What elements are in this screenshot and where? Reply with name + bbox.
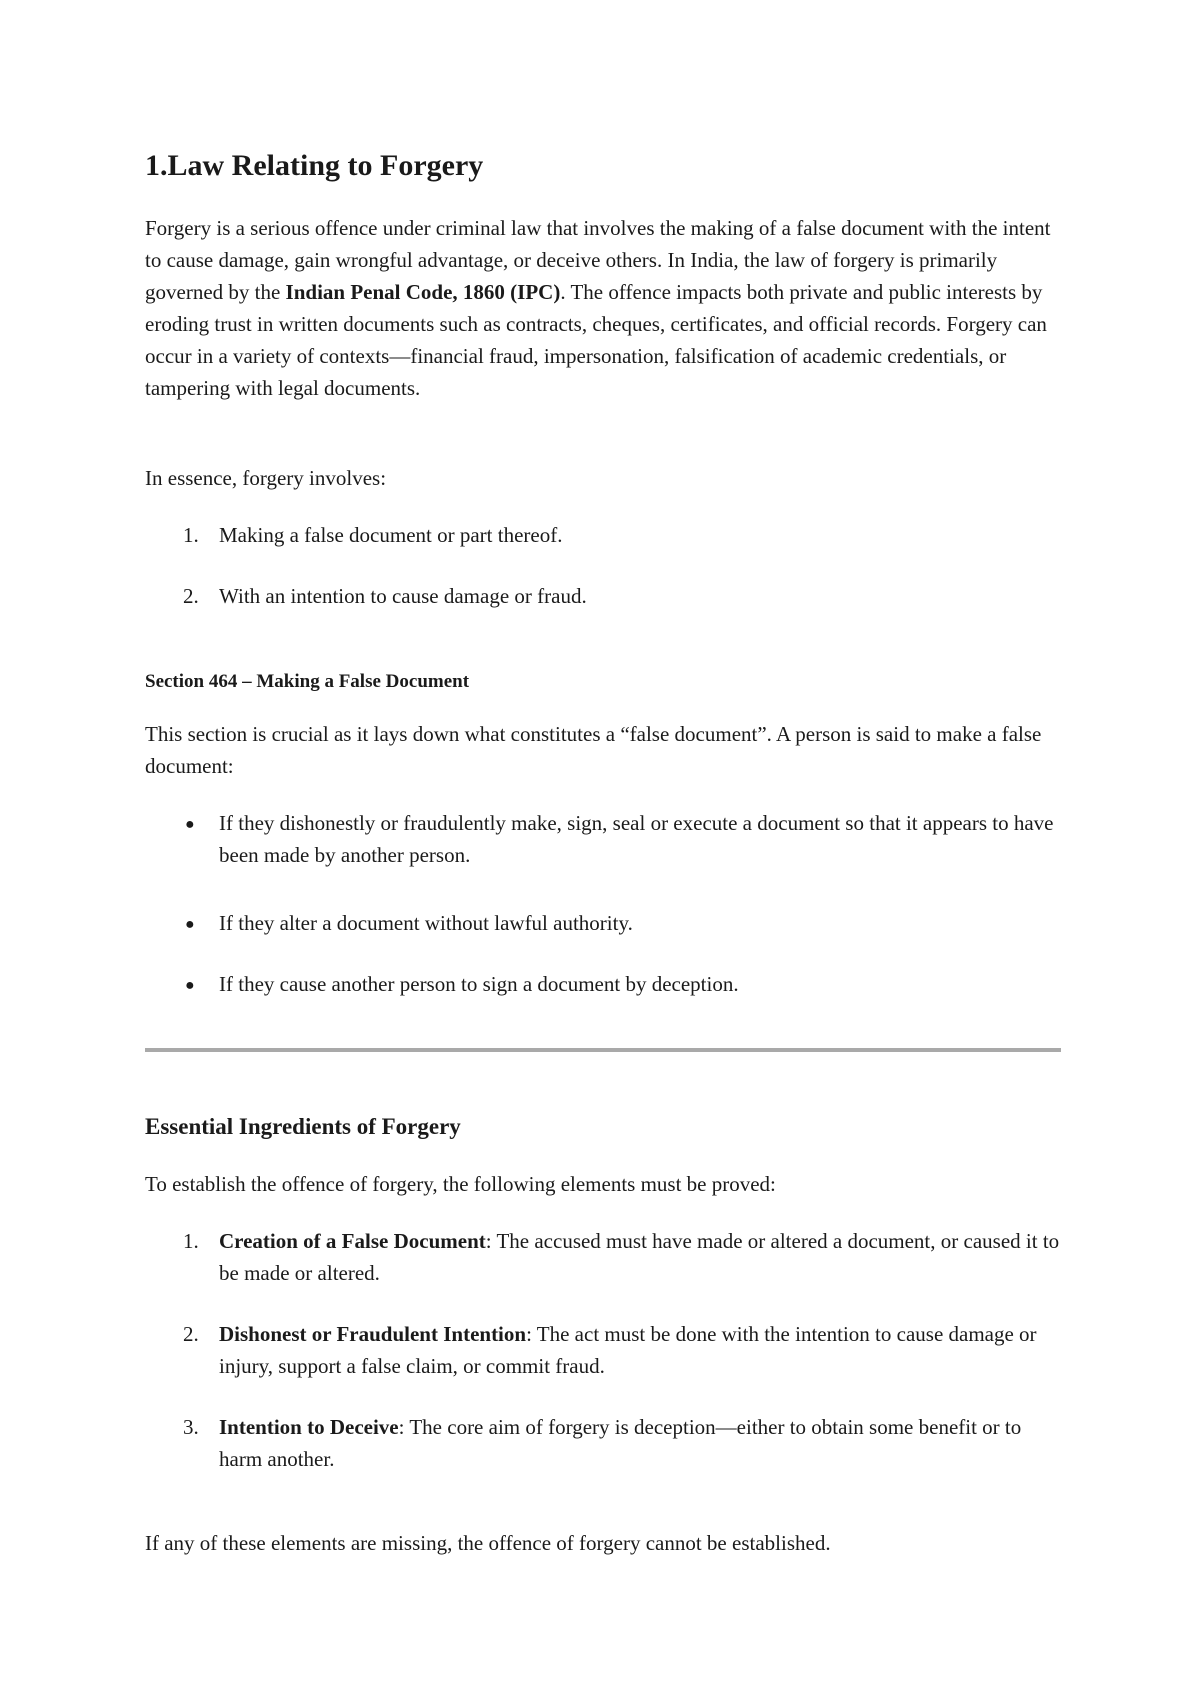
essence-item-1-number: 1. xyxy=(183,523,199,547)
ingredient-2-term: Dishonest or Fraudulent Intention xyxy=(219,1322,527,1346)
ingredients-intro: To establish the offence of forgery, the following elements must be proved: xyxy=(145,1172,776,1196)
ingredients-conclusion: If any of these elements are missing, the offence of forgery cannot be established. xyxy=(145,1531,831,1555)
section-464-item-3: If they cause another person to sign a document by deception. xyxy=(219,972,739,996)
intro-text-1: Forgery is a serious offence under criminal law that involves the making of a false document with the intent to cause damage, gain wrongful advantage, or deceive others. In India, the law of forgery is primarily governed by the xyxy=(145,216,1051,304)
essence-intro: In essence, forgery involves: xyxy=(145,466,387,490)
essence-item-2: With an intention to cause damage or fraud. xyxy=(219,584,587,608)
intro-paragraph xyxy=(145,212,1065,404)
horizontal-rule xyxy=(145,1048,1061,1052)
essence-item-1: Making a false document or part thereof. xyxy=(219,523,563,547)
ingredients-heading: Essential Ingredients of Forgery xyxy=(145,1114,461,1139)
ingredient-1 xyxy=(219,1225,1069,1289)
ingredient-3-number: 3. xyxy=(183,1415,199,1439)
page-title: 1.Law Relating to Forgery xyxy=(145,149,484,182)
section-464-item-1: If they dishonestly or fraudulently make, sign, seal or execute a document so that it appears to have been made by another person. xyxy=(219,811,1054,867)
bullet-1: ● xyxy=(185,816,195,833)
ingredient-1-text: : The accused must have made or altered a document, or caused it to be made or altered. xyxy=(219,1229,1060,1285)
essence-item-2-number: 2. xyxy=(183,584,199,608)
ingredient-3 xyxy=(219,1411,1069,1475)
ingredient-1-number: 1. xyxy=(183,1229,199,1253)
section-464-item-2: If they alter a document without lawful authority. xyxy=(219,911,633,935)
intro-bold-ipc: Indian Penal Code, 1860 (IPC) xyxy=(285,280,561,304)
bullet-2: ● xyxy=(185,916,195,933)
ingredient-3-text: : The core aim of forgery is deception—either to obtain some benefit or to harm another. xyxy=(219,1415,1022,1471)
section-464-intro: This section is crucial as it lays down what constitutes a “false document”. A person is said to make a false document: xyxy=(145,722,1042,778)
ingredient-3-term: Intention to Deceive xyxy=(219,1415,399,1439)
section-464-heading: Section 464 – Making a False Document xyxy=(145,671,470,692)
ingredient-1-term: Creation of a False Document xyxy=(219,1229,486,1253)
intro-text-2: . The offence impacts both private and public interests by eroding trust in written documents such as contracts, cheques, certificates, and official records. Forgery can occur in a variety of contexts—financial fraud, impersonation, falsification of academic credentials, or tampering with legal documents. xyxy=(145,280,1047,400)
ingredient-2-text: : The act must be done with the intention to cause damage or injury, support a false claim, or commit fraud. xyxy=(219,1322,1037,1378)
ingredient-2 xyxy=(219,1318,1069,1382)
ingredient-2-number: 2. xyxy=(183,1322,199,1346)
bullet-3: ● xyxy=(185,977,195,994)
